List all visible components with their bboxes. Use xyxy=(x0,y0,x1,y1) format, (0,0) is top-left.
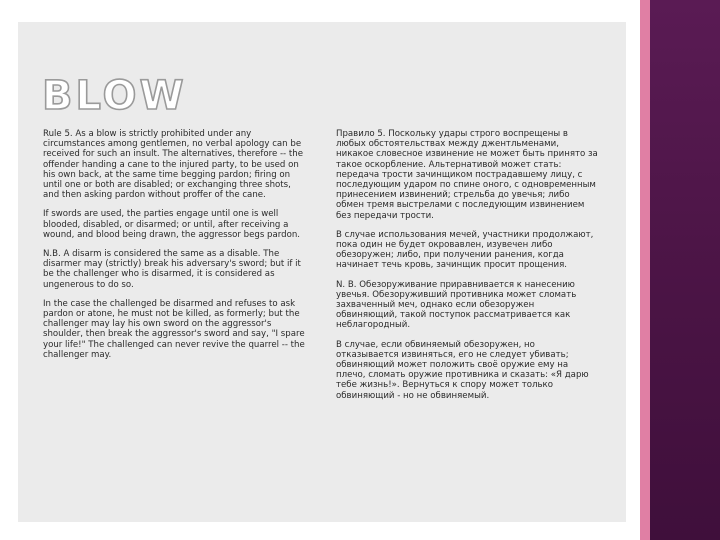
russian-column xyxy=(336,129,598,410)
russian-paragraph: N. B. Обезоруживание приравнивается к нанесению увечья. Обезоруживший противника может сломать захваченный меч, однако если обезоружен обвиняющий, такой поступок рассматривается как неблагородный. xyxy=(336,279,577,331)
english-column xyxy=(43,129,305,369)
english-paragraph: If swords are used, the parties engage until one is well blooded, disabled, or disarmed; or until, after receiving a wound, and blood being drawn, the aggressor begs pardon. xyxy=(43,209,301,240)
russian-paragraph: В случае использования мечей, участники продолжают, пока один не будет окровавлен, изувечен либо обезоружен; либо, при получении ранения, когда начинает течь кровь, зачинщик просит прощения. xyxy=(336,229,594,271)
english-paragraph: Rule 5. As a blow is strictly prohibited under any circumstances among gentlemen, no verbal apology can be received for such an insult. The alternatives, therefore -- the offender handing a cane to the injured party, to be used on his own back, at the same time begging pardon; firing on until one or both are disabled; or exchanging three shots, and then asking pardon without proffer of the cane. xyxy=(43,129,303,201)
side-band xyxy=(650,0,720,540)
russian-paragraph: Правило 5. Поскольку удары строго воспрещены в любых обстоятельствах между джентльменами, никакое словесное извинение не может быть принято за такое оскорбление. Альтернативой может стать: передача трости зачинщиком пострадавшему лицу, с последующим ударом по спине оного, с одновременным принесением извинений; стрельба до увечья; либо обмен тремя выстрелами с последующим извинением без передачи трости. xyxy=(336,129,598,221)
slide-title: BLOW xyxy=(42,73,187,119)
english-paragraph: In the case the challenged be disarmed and refuses to ask pardon or atone, he must not be killed, as formerly; but the challenger may lay his own sword on the aggressor's shoulder, then break the aggressor's sword and say, "I spare your life!" The challenged can never revive the quarrel -- the challenger may. xyxy=(43,298,305,360)
russian-paragraph: В случае, если обвиняемый обезоружен, но отказывается извиняться, его не следует убивать; обвиняющий может положить своё оружие ему на плечо, сломать оружие противника и сказать: «Я дарю тебе жизнь!». Вернуться к спору может только обвиняющий - но не обвиняемый. xyxy=(336,339,589,401)
english-paragraph: N.B. A disarm is considered the same as a disable. The disarmer may (strictly) break his adversary's sword; but if it be the challenger who is disarmed, it is considered as ungenerous to do so. xyxy=(43,249,301,290)
accent-stripe xyxy=(640,0,650,540)
